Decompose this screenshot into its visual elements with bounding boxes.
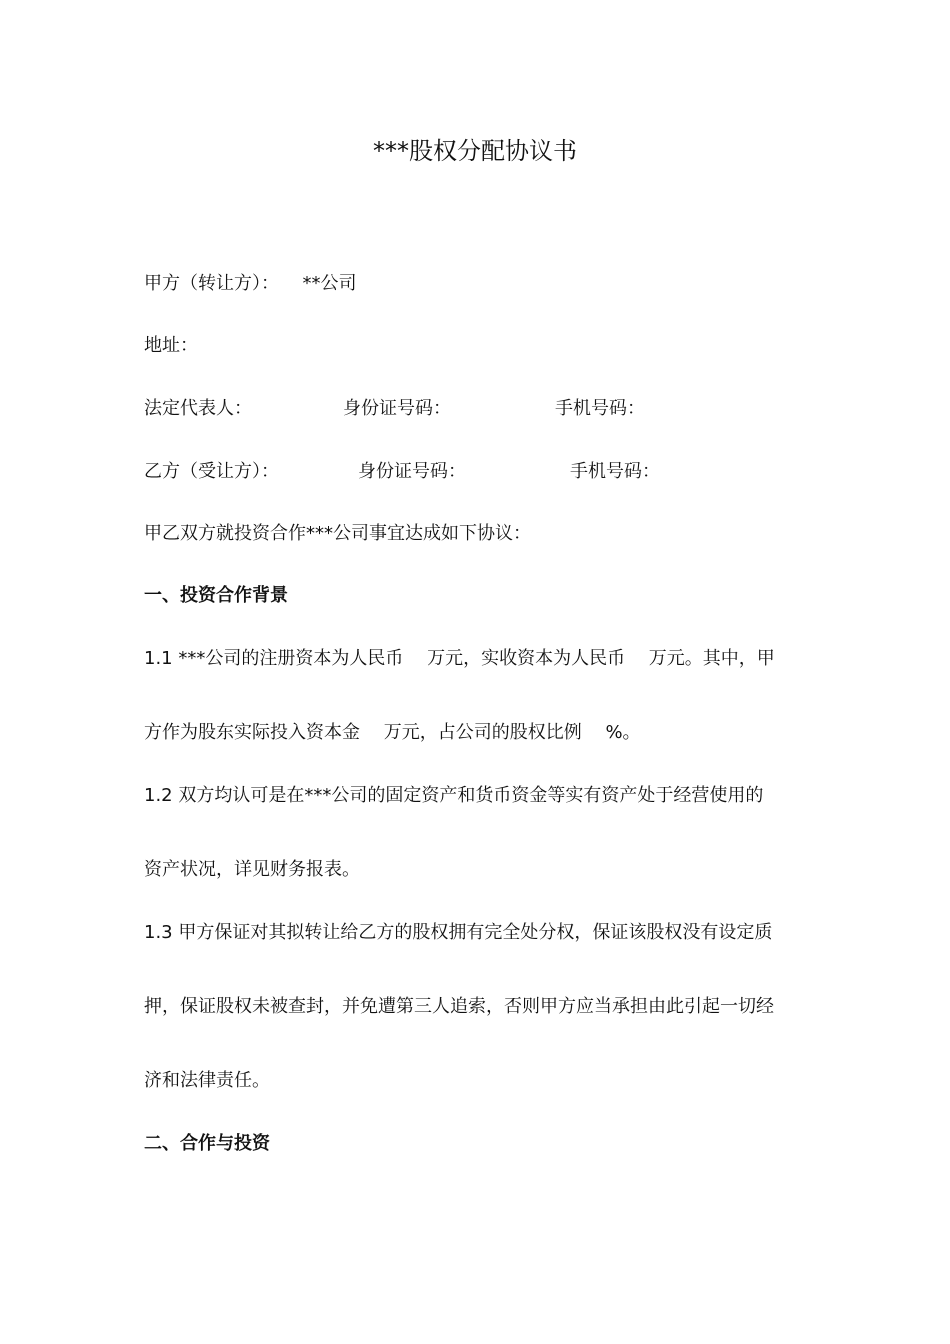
clause-1-1-line-1: 1.1 ***公司的注册资本为人民币 万元，实收资本为人民币 万元。其中，甲 [144,648,775,669]
document-title: ***股权分配协议书 [373,137,577,165]
party-b-label: 乙方（受让方）： [144,461,279,482]
address-label: 地址： [144,335,198,356]
legal-rep-id-label: 身份证号码： [343,398,451,419]
clause-1-2-line-2: 资产状况，详见财务报表。 [144,859,360,880]
section-1-heading: 一、投资合作背景 [144,585,288,606]
clause-1-3-line-1: 1.3 甲方保证对其拟转让给乙方的股权拥有完全处分权，保证该股权没有设定质 [144,922,773,943]
party-a-label: 甲方（转让方）： [144,273,279,294]
party-b-id-label: 身份证号码： [358,461,466,482]
legal-rep-label: 法定代表人： [144,398,252,419]
clause-1-1-line-2: 方作为股东实际投入资本金 万元，占公司的股权比例 %。 [144,722,641,743]
party-b-phone-label: 手机号码： [570,461,660,482]
section-2-heading: 二、合作与投资 [144,1133,270,1154]
clause-1-2-line-1: 1.2 双方均认可是在***公司的固定资产和货币资金等实有资产处于经营使用的 [144,785,764,806]
party-a-value: **公司 [302,273,357,294]
clause-1-3-line-2: 押，保证股权未被查封，并免遭第三人追索，否则甲方应当承担由此引起一切经 [144,996,774,1017]
legal-rep-phone-label: 手机号码： [555,398,645,419]
clause-1-3-line-3: 济和法律责任。 [144,1070,270,1091]
party-a-row [144,271,356,297]
agreement-intro: 甲乙双方就投资合作***公司事宜达成如下协议： [144,523,531,544]
